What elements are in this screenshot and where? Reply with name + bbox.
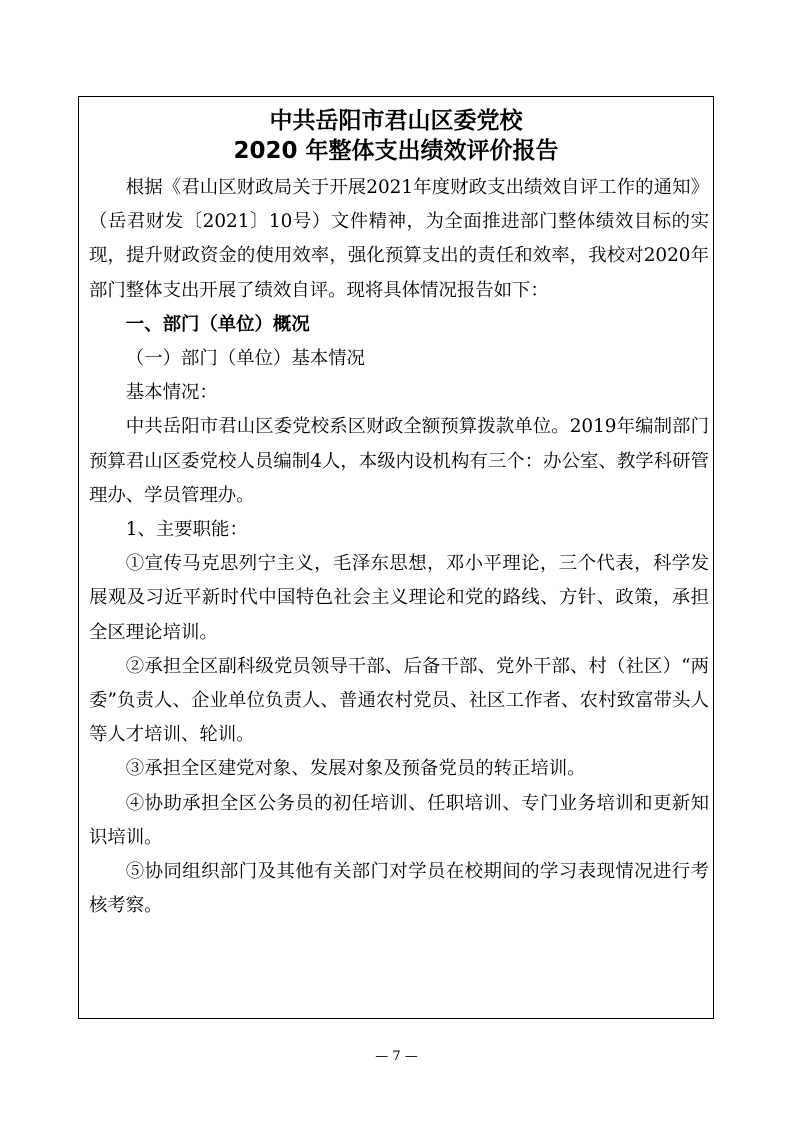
basic-info-paragraph: 中共岳阳市君山区委党校系区财政全额预算拨款单位。2019年编制部门预算君山区委党校人员编制4人，本级内设机构有三个：办公室、教学科研管理办、学员管理办。	[89, 416, 709, 506]
function-item-4: ④协助承担全区公务员的初任培训、任职培训、专门业务培训和更新知识培训。	[89, 792, 709, 848]
main-functions-heading: 1、主要职能：	[125, 519, 248, 541]
function-item-3: ③承担全区建党对象、发展对象及预备党员的转正培训。	[125, 758, 586, 780]
function-item-1: ①宣传马克思列宁主义，毛泽东思想，邓小平理论，三个代表，科学发展观及习近平新时代中国特色社会主义理论和党的路线、方针、政策，承担全区理论培训。	[89, 553, 709, 643]
function-item-5: ⑤协同组织部门及其他有关部门对学员在校期间的学习表现情况进行考核考察。	[89, 861, 709, 917]
report-title-line-1: 中共岳阳市君山区委党校	[269, 108, 523, 134]
intro-paragraph: 根据《君山区财政局关于开展2021年度财政支出绩效自评工作的通知》（岳君财发〔2021〕10号）文件精神，为全面推进部门整体绩效目标的实现，提升财政资金的使用效率，强化预算支出的责任和效率，我校对2020年部门整体支出开展了绩效自评。现将具体情况报告如下：	[89, 177, 709, 301]
page-number: — 7 —	[375, 1049, 418, 1064]
report-body	[89, 171, 709, 923]
report-frame	[78, 96, 714, 1019]
section-heading-overview: 一、部门（单位）概况	[125, 313, 310, 335]
function-item-2: ②承担全区副科级党员领导干部、后备干部、党外干部、村（社区）“两委”负责人、企业单位负责人、普通农村党员、社区工作者、农村致富带头人等人才培训、轮训。	[89, 655, 709, 746]
subsection-heading-basic-info: （一）部门（单位）基本情况	[125, 348, 365, 370]
basic-info-label: 基本情况：	[125, 382, 218, 404]
report-title-line-2: 2020 年整体支出绩效评价报告	[233, 138, 559, 164]
